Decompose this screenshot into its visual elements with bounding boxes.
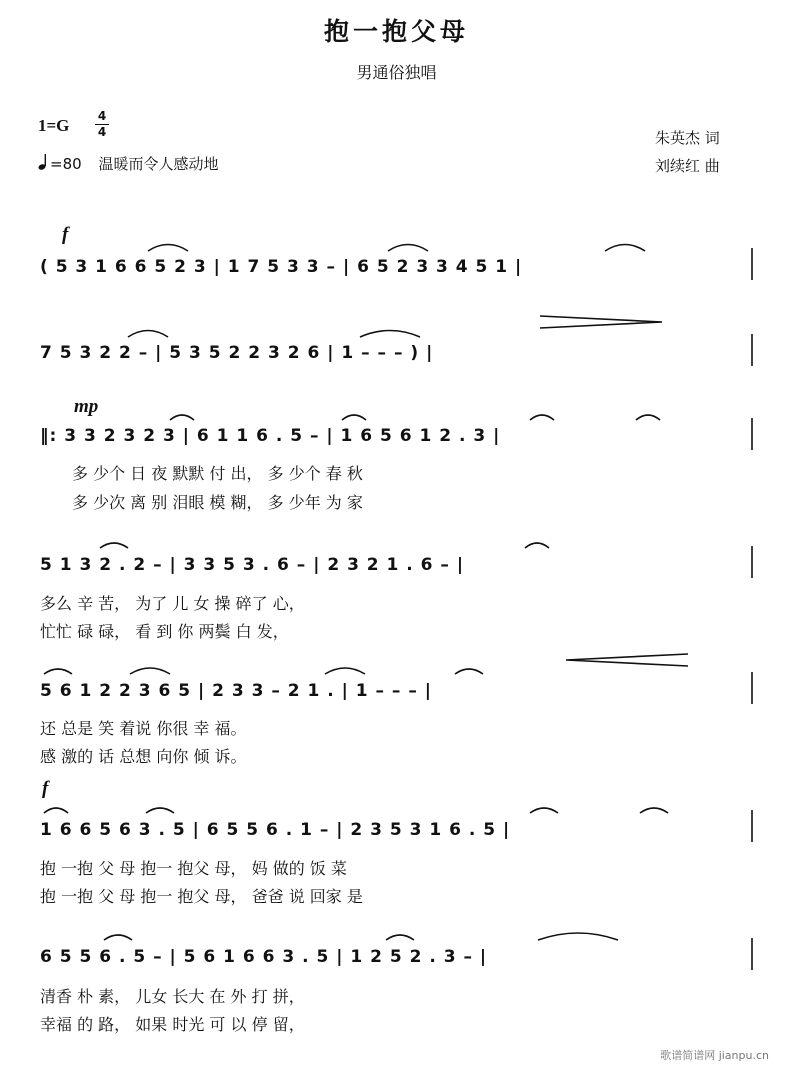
dynamic-chorus: f: [42, 778, 49, 799]
slur: [636, 415, 660, 420]
crescendo-hairpin: [540, 316, 662, 328]
staff-4-lyrics-1: 多么 辛 苦， 为了 儿 女 操 碎了 心，: [40, 594, 305, 613]
slur: [455, 669, 483, 674]
staff-6-lyrics-2: 抱 一抱 父 母 抱一 抱父 母， 爸爸 说 回家 是: [40, 887, 363, 906]
staff-5-lyrics-1: 还 总是 笑 着说 你很 幸 福。: [40, 719, 247, 738]
slur: [130, 668, 170, 674]
staff-2-notes: 7 5 3 2 2 – | 5 3 5 2 2 3 2 6 | 1 – – – ) |: [40, 343, 434, 363]
expression-text: 温暖而令人感动地: [98, 155, 219, 173]
slur: [640, 808, 668, 813]
staff-7-notes: 6 5 5 6 . 5 – | 5 6 1 6 6 3 . 5 | 1 2 5 2 . 3 – |: [40, 947, 488, 967]
slur: [146, 808, 174, 813]
slur: [325, 668, 365, 674]
staff-3-lyrics-2: 多 少次 离 别 泪眼 模 糊， 多 少年 为 家: [72, 493, 363, 512]
staff-4-lyrics-2: 忙忙 碌 碌， 看 到 你 两鬓 白 发，: [40, 622, 289, 641]
staff-5-lyrics-2: 感 激的 话 总想 向你 倾 诉。: [40, 747, 247, 766]
staff-6-notes: 1 6 6 5 6 3 . 5 | 6 5 5 6 . 1 – | 2 3 5 3 1 6 . 5 |: [40, 820, 511, 840]
dynamic-verse: mp: [74, 396, 99, 417]
composer-credit: 刘续红 曲: [655, 157, 720, 175]
staff-3-lyrics-1: 多 少个 日 夜 默默 付 出， 多 少个 春 秋: [72, 464, 363, 483]
slur: [538, 933, 618, 940]
key-signature: 1=G: [38, 116, 70, 135]
slur: [170, 415, 194, 420]
slur: [530, 808, 558, 813]
tempo-value: =80: [50, 155, 82, 173]
slur: [44, 669, 72, 674]
slur: [128, 331, 168, 338]
watermark: 歌谱简谱网 jianpu.cn: [660, 1049, 769, 1062]
lyricist-credit: 朱英杰 词: [655, 129, 720, 147]
crescendo-hairpin: [566, 654, 688, 666]
slur: [530, 415, 554, 420]
staff-7-lyrics-1: 清香 朴 素， 儿女 长大 在 外 打 拼，: [40, 987, 305, 1006]
slur: [100, 543, 128, 548]
slur: [525, 543, 549, 548]
slur: [360, 331, 420, 338]
slur: [388, 245, 428, 252]
song-title: 抱一抱父母: [323, 17, 469, 46]
staff-7-lyrics-2: 幸福 的 路， 如果 时光 可 以 停 留，: [40, 1015, 305, 1034]
time-signature-bottom: 4: [97, 125, 107, 139]
slur: [148, 245, 188, 252]
time-signature-top: 4: [97, 109, 107, 123]
slur: [342, 415, 366, 420]
slur: [104, 935, 132, 940]
staff-3-notes: ‖: 3 3 2 3 2 3 | 6 1 1 6 . 5 – | 1 6 5 6 1 2 . 3 |: [40, 426, 501, 446]
staff-1-notes: ( 5 3 1 6 6 5 2 3 | 1 7 5 3 3 – | 6 5 2 3 3 4 5 1 |: [40, 257, 523, 277]
dynamic-intro: f: [62, 224, 69, 245]
staff-4-notes: 5 1 3 2 . 2 – | 3 3 5 3 . 6 – | 2 3 2 1 . 6 – |: [40, 555, 465, 575]
slur: [605, 245, 645, 252]
staff-6-lyrics-1: 抱 一抱 父 母 抱一 抱父 母， 妈 做的 饭 菜: [40, 859, 347, 878]
song-subtitle: 男通俗独唱: [356, 63, 437, 82]
slur: [44, 808, 68, 813]
slur: [386, 935, 414, 940]
staff-5-notes: 5 6 1 2 2 3 6 5 | 2 3 3 – 2 1 . | 1 – – – |: [40, 681, 432, 701]
